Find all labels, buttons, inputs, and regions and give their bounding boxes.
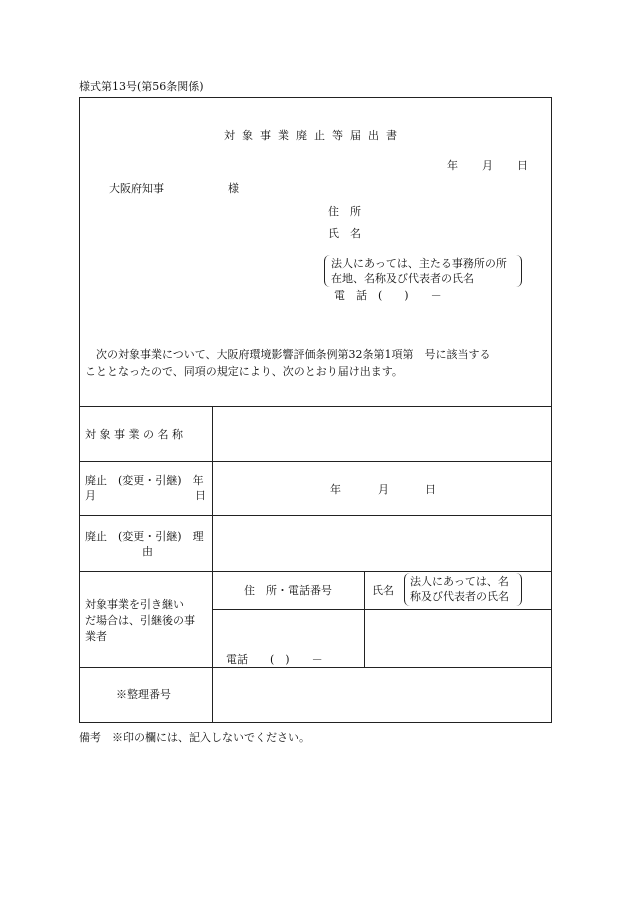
row-reason-label-line2: 由 <box>142 545 153 558</box>
corporate-note-line2: 在地、名称及び代表者の氏名 <box>331 272 474 285</box>
addressee-name: 大阪府知事 <box>109 182 164 195</box>
row-reason-label-line1: 廃止 (変更・引継) 理 <box>85 530 204 543</box>
row-successor-label-line1: 対象事業を引き継い <box>85 598 184 611</box>
date-year-label: 年 <box>447 159 458 172</box>
successor-address-phone-header: 住 所・電話番号 <box>244 584 332 597</box>
row-date-label-line1: 廃止 (変更・引継) 年 <box>85 474 204 487</box>
row-successor-label-line3: 業者 <box>85 630 107 643</box>
corporate-note-line1: 法人にあっては、主たる事務所の所 <box>331 257 507 270</box>
successor-phone-label: 電話 ( ) － <box>226 653 323 666</box>
table-label-divider <box>212 406 213 723</box>
successor-name-header: 氏名 <box>372 584 394 597</box>
applicant-phone-label: 電 話 ( ) － <box>334 289 442 302</box>
date-day-label: 日 <box>517 159 528 172</box>
row-successor-label-line2: だ場合は、引継後の事 <box>85 614 195 627</box>
form-title: 対象事業廃止等届出書 <box>224 129 404 142</box>
body-text-line2: こととなったので、同項の規定により、次のとおり届け出ます。 <box>85 365 403 378</box>
applicant-address-label: 住 所 <box>328 205 361 218</box>
body-text-line1: 次の対象事業について、大阪府環境影響評価条例第32条第1項第 号に該当する <box>85 348 491 361</box>
row-date-month: 月 <box>378 483 389 496</box>
row-date-year: 年 <box>330 483 341 496</box>
table-name-divider <box>364 571 365 667</box>
table-rule-4 <box>79 571 552 572</box>
successor-name-note-line2: 称及び代表者の氏名 <box>410 590 509 603</box>
table-rule-5 <box>79 667 552 668</box>
row-date-day: 日 <box>425 483 436 496</box>
table-rule-4-inner <box>212 609 552 610</box>
addressee-honorific: 様 <box>228 182 239 195</box>
footnote: 備考 ※印の欄には、記入しないでください。 <box>79 731 310 744</box>
applicant-name-label: 氏 名 <box>328 227 361 240</box>
form-number-label: 様式第13号(第56条関係) <box>79 80 204 93</box>
table-rule-3 <box>79 515 552 516</box>
row-business-name-label: 対 象 事 業 の 名 称 <box>85 428 183 441</box>
table-rule-2 <box>79 461 552 462</box>
successor-name-note-line1: 法人にあっては、名 <box>410 575 509 588</box>
reference-number-label: ※整理番号 <box>116 688 171 701</box>
row-date-label-line2: 月 日 <box>85 489 206 502</box>
table-top-rule <box>79 406 552 407</box>
date-month-label: 月 <box>482 159 493 172</box>
